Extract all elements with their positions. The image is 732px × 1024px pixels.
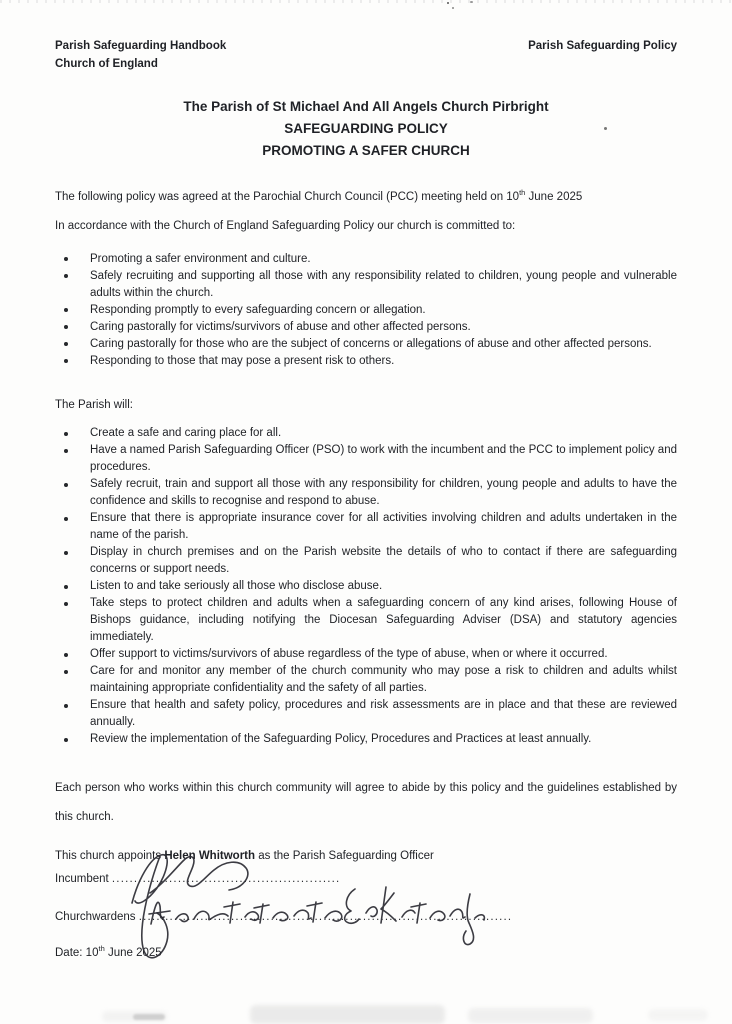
agreement-paragraph: Each person who works within this church community will agree to abide by this policy and the guidelines established by this church. <box>55 782 677 823</box>
parish-will-list-item <box>55 425 677 442</box>
scan-artifact <box>648 1009 708 1021</box>
scan-artifact <box>468 1008 593 1023</box>
accordance-paragraph: In accordance with the Church of England Safeguarding Policy our church is committed to: <box>55 219 516 232</box>
bullet-item-text: Caring pastorally for those who are the subject of concerns or allegations of abuse and other affected persons. <box>90 337 652 350</box>
header-church-of-england: Church of England <box>55 58 158 70</box>
bullet-item-text: Have a named Parish Safeguarding Officer (PSO) to work with the incumbent and the PCC to implement policy and procedures. <box>90 444 677 473</box>
parish-will-list-item <box>55 510 677 544</box>
date-text: Date: 10 <box>55 947 99 959</box>
title-safeguarding-policy: SAFEGUARDING POLICY <box>284 121 448 136</box>
title-parish-name: The Parish of St Michael And All Angels Church Pirbright <box>183 99 549 114</box>
committed-list-item <box>55 336 677 353</box>
bullet-item-text: Promoting a safer environment and culture. <box>90 252 311 265</box>
churchwardens-signature-line <box>55 910 512 925</box>
parish-will-list-item <box>55 442 677 476</box>
parish-will-list <box>55 425 677 748</box>
bullet-item-text: Caring pastorally for victims/survivors of abuse and other affected persons. <box>90 320 471 333</box>
date-month-year: June 2025 <box>104 947 162 959</box>
policy-agreed-paragraph <box>55 189 677 206</box>
bullet-item-text: Ensure that health and safety policy, procedures and risk assessments are in place and that these are reviewed annually. <box>90 699 677 728</box>
parish-will-list-item <box>55 646 677 663</box>
committed-list-item <box>55 251 677 268</box>
page-header <box>55 37 677 73</box>
committed-list-item <box>55 302 677 319</box>
bullet-item-text: Review the implementation of the Safeguarding Policy, Procedures and Practices at least annually. <box>90 733 592 745</box>
scan-artifact <box>102 1011 167 1022</box>
parish-will-heading: The Parish will: <box>55 398 133 411</box>
appointment-suffix: as the Parish Safeguarding Officer <box>255 850 434 862</box>
parish-will-list-item <box>55 578 677 595</box>
policy-agreed-text: The following policy was agreed at the Parochial Church Council (PCC) meeting held on 10 <box>55 191 520 203</box>
parish-will-list-item <box>55 595 677 646</box>
incumbent-label: Incumbent <box>55 873 112 885</box>
parish-will-list-item <box>55 476 677 510</box>
bullet-item-text: Ensure that there is appropriate insurance cover for all activities involving children and adults undertaken in the name of the parish. <box>90 512 677 541</box>
churchwardens-label: Churchwardens <box>55 911 139 923</box>
header-policy-label: Parish Safeguarding Policy <box>528 40 677 52</box>
committed-to-list <box>55 251 677 370</box>
parish-will-list-item <box>55 544 677 578</box>
bullet-item-text: Offer support to victims/survivors of abuse regardless of the type of abuse, when or where it occurred. <box>90 648 608 660</box>
committed-list-item <box>55 353 677 370</box>
bullet-item-text: Safely recruiting and supporting all those with any responsibility related to children, young people and vulnerable adults within the church. <box>90 269 677 299</box>
parish-will-list-item <box>55 697 677 731</box>
bullet-item-text: Safely recruit, train and support all those with any responsibility for children, young people and adults to have the confidence and skills to recognise and respond to abuse. <box>90 478 677 507</box>
appointment-prefix: This church appoints <box>55 850 165 862</box>
header-handbook: Parish Safeguarding Handbook <box>55 40 227 52</box>
header-left <box>55 37 226 73</box>
churchwardens-dotted-line: ..................................................................................... <box>138 911 513 923</box>
bullet-item-text: Create a safe and caring place for all. <box>90 427 282 439</box>
incumbent-signature-line <box>55 872 340 887</box>
bullet-item-text: Listen to and take seriously all those who disclose abuse. <box>90 580 383 592</box>
parish-will-list-item <box>55 663 677 697</box>
scan-artifact <box>250 1005 445 1024</box>
bullet-item-text: Responding promptly to every safeguarding concern or allegation. <box>90 303 426 316</box>
bullet-item-text: Take steps to protect children and adults when a safeguarding concern of any kind arises, following House of Bishops guidance, including notifying the Diocesan Safeguarding Adviser (DSA) and statutory agencies immediately. <box>90 597 677 643</box>
date-line <box>55 946 162 961</box>
committed-list-item <box>55 319 677 336</box>
ordinal-superscript: th <box>98 944 105 954</box>
scan-artifact <box>133 1014 165 1020</box>
ordinal-superscript: th <box>519 188 526 198</box>
policy-agreed-date: June 2025 <box>525 191 583 203</box>
bullet-item-text: Responding to those that may pose a present risk to others. <box>90 354 395 367</box>
committed-list-item <box>55 268 677 302</box>
title-promoting-safer-church: PROMOTING A SAFER CHURCH <box>262 143 470 158</box>
document-title <box>55 96 677 162</box>
appointment-paragraph <box>55 848 677 865</box>
bullet-item-text: Care for and monitor any member of the church community who may pose a risk to children and adults whilst maintaining appropriate confidentiality and the safety of all parties. <box>90 665 677 694</box>
safeguarding-officer-name: Helen Whitworth <box>164 850 256 862</box>
incumbent-dotted-line: .................................................... <box>111 873 341 885</box>
parish-will-list-item <box>55 731 677 748</box>
bullet-item-text: Display in church premises and on the Parish website the details of who to contact if there are safeguarding concerns or support needs. <box>90 546 677 575</box>
